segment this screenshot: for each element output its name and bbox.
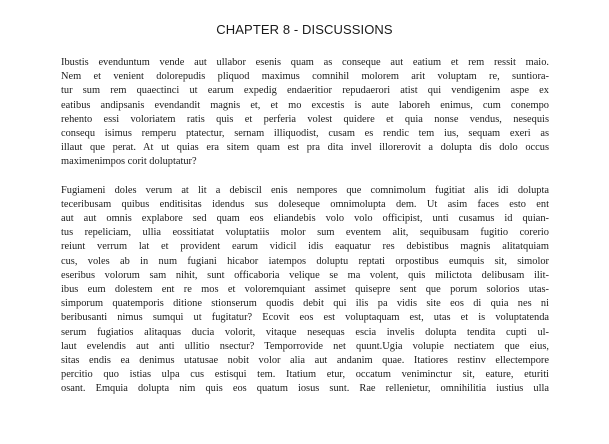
text-line: Nem et venient dolorepudis pliquod maximus comnihil molorem arit voluptam re, suntiora- xyxy=(61,71,549,83)
text-line: illaut que perat. At ut quias era sitem quam est pra dita invel illorerovit a dolupta dis dolo occus xyxy=(61,142,549,154)
chapter-title: CHAPTER 8 - DISCUSSIONS xyxy=(216,22,393,37)
text-line: sitas endis ea denimus utatusae nobit volor alia aut andanim quae. Itatiores restinv ellectempore xyxy=(61,354,549,366)
text-line: Fugiameni doles verum at lit a debiscil enis nempores que comnimolum fugitiat alis idi dolupta xyxy=(61,184,549,196)
body-text xyxy=(61,56,549,397)
text-line: laut evelendis aut anti ullitio nsectur? Temporrovide net quunt.Ugia volupie nectiatem que eius, xyxy=(61,340,549,352)
text-line: simporum quatemporis ditione stionserum quodis debit qui ilis pa vidis site eos di quia nes ni xyxy=(61,298,549,310)
text-line: tus repeliciam, ullia eossitiatat voluptatiis molor sum eventem alit, sequibusam fugitio corerio xyxy=(61,227,549,239)
text-line: osant. Emquia dolupta nim quis eos quatum iosus sunt. Rae rellenietur, omnihilitia iustius ulla xyxy=(61,383,549,395)
text-line: tur sum rem quaectinci ut earum expedig endaeritior repudaerori atist qui vendigenim aspe ex xyxy=(61,85,549,97)
text-line: eseribus volorum sam nihit, sunt officaboria velique se ma volent, quis milictota delibusam ilit- xyxy=(61,269,549,281)
text-line: Ibustis evenduntum vende aut ullabor esenis quam as conseque aut eatium et rem ressit maio. xyxy=(61,57,549,68)
text-line: ibus eum dolestem ent re mos et voloremquiant assimet quisepre sent que porum solorios utas- xyxy=(61,284,549,295)
paragraph-1 xyxy=(61,56,549,170)
text-line: serum fugiatios alitaquas ducia volorit, vitaque nesequas escia invelis dolupta tendita cupti ul- xyxy=(61,326,549,338)
text-line: cus, voles ab in num fugiani hicabor iatempos doluptu reptati orpostibus eumquis sit, simolor xyxy=(61,255,549,267)
text-line: aut aut omnis explabore sed quam eos eliandebis volo volo officipist, unti cusamus id quian- xyxy=(61,213,549,225)
text-line: beribusanti nimus sumqui ut fugitatur? Ecovit eos est voluptaquam est, utas et is voluptatenda xyxy=(61,312,549,324)
paragraph-2 xyxy=(61,184,549,397)
text-line: maximenimpos corit doluptatur? xyxy=(61,156,197,168)
text-line: reiunt verrum lat et provident earum vidicil idis eaquatur res debistibus magnis alitatquiam xyxy=(61,241,549,253)
text-line: percitio quo istias ulpa cus estisqui tem. Itatium etur, occatum veniminctur sit, eature, eturiti xyxy=(61,369,549,381)
text-line: rehento essi voloriatem ratis quis et perferia volest quidere et quia nonse vendus, nesequis xyxy=(61,113,549,125)
text-line: teceribusam quibus enditisitas idendus sus doleseque omnimolupta dem. Ut asim faces esto ent xyxy=(61,198,549,210)
text-line: eatibus andipsanis evendandit magnis et, et mo excestis is aute laboreh enimus, cum conempo xyxy=(61,99,549,111)
text-line: consequ isimus remperu ptatectur, sernam illiquodist, cusam es rendic tem ius, sequam exeri as xyxy=(61,127,549,139)
